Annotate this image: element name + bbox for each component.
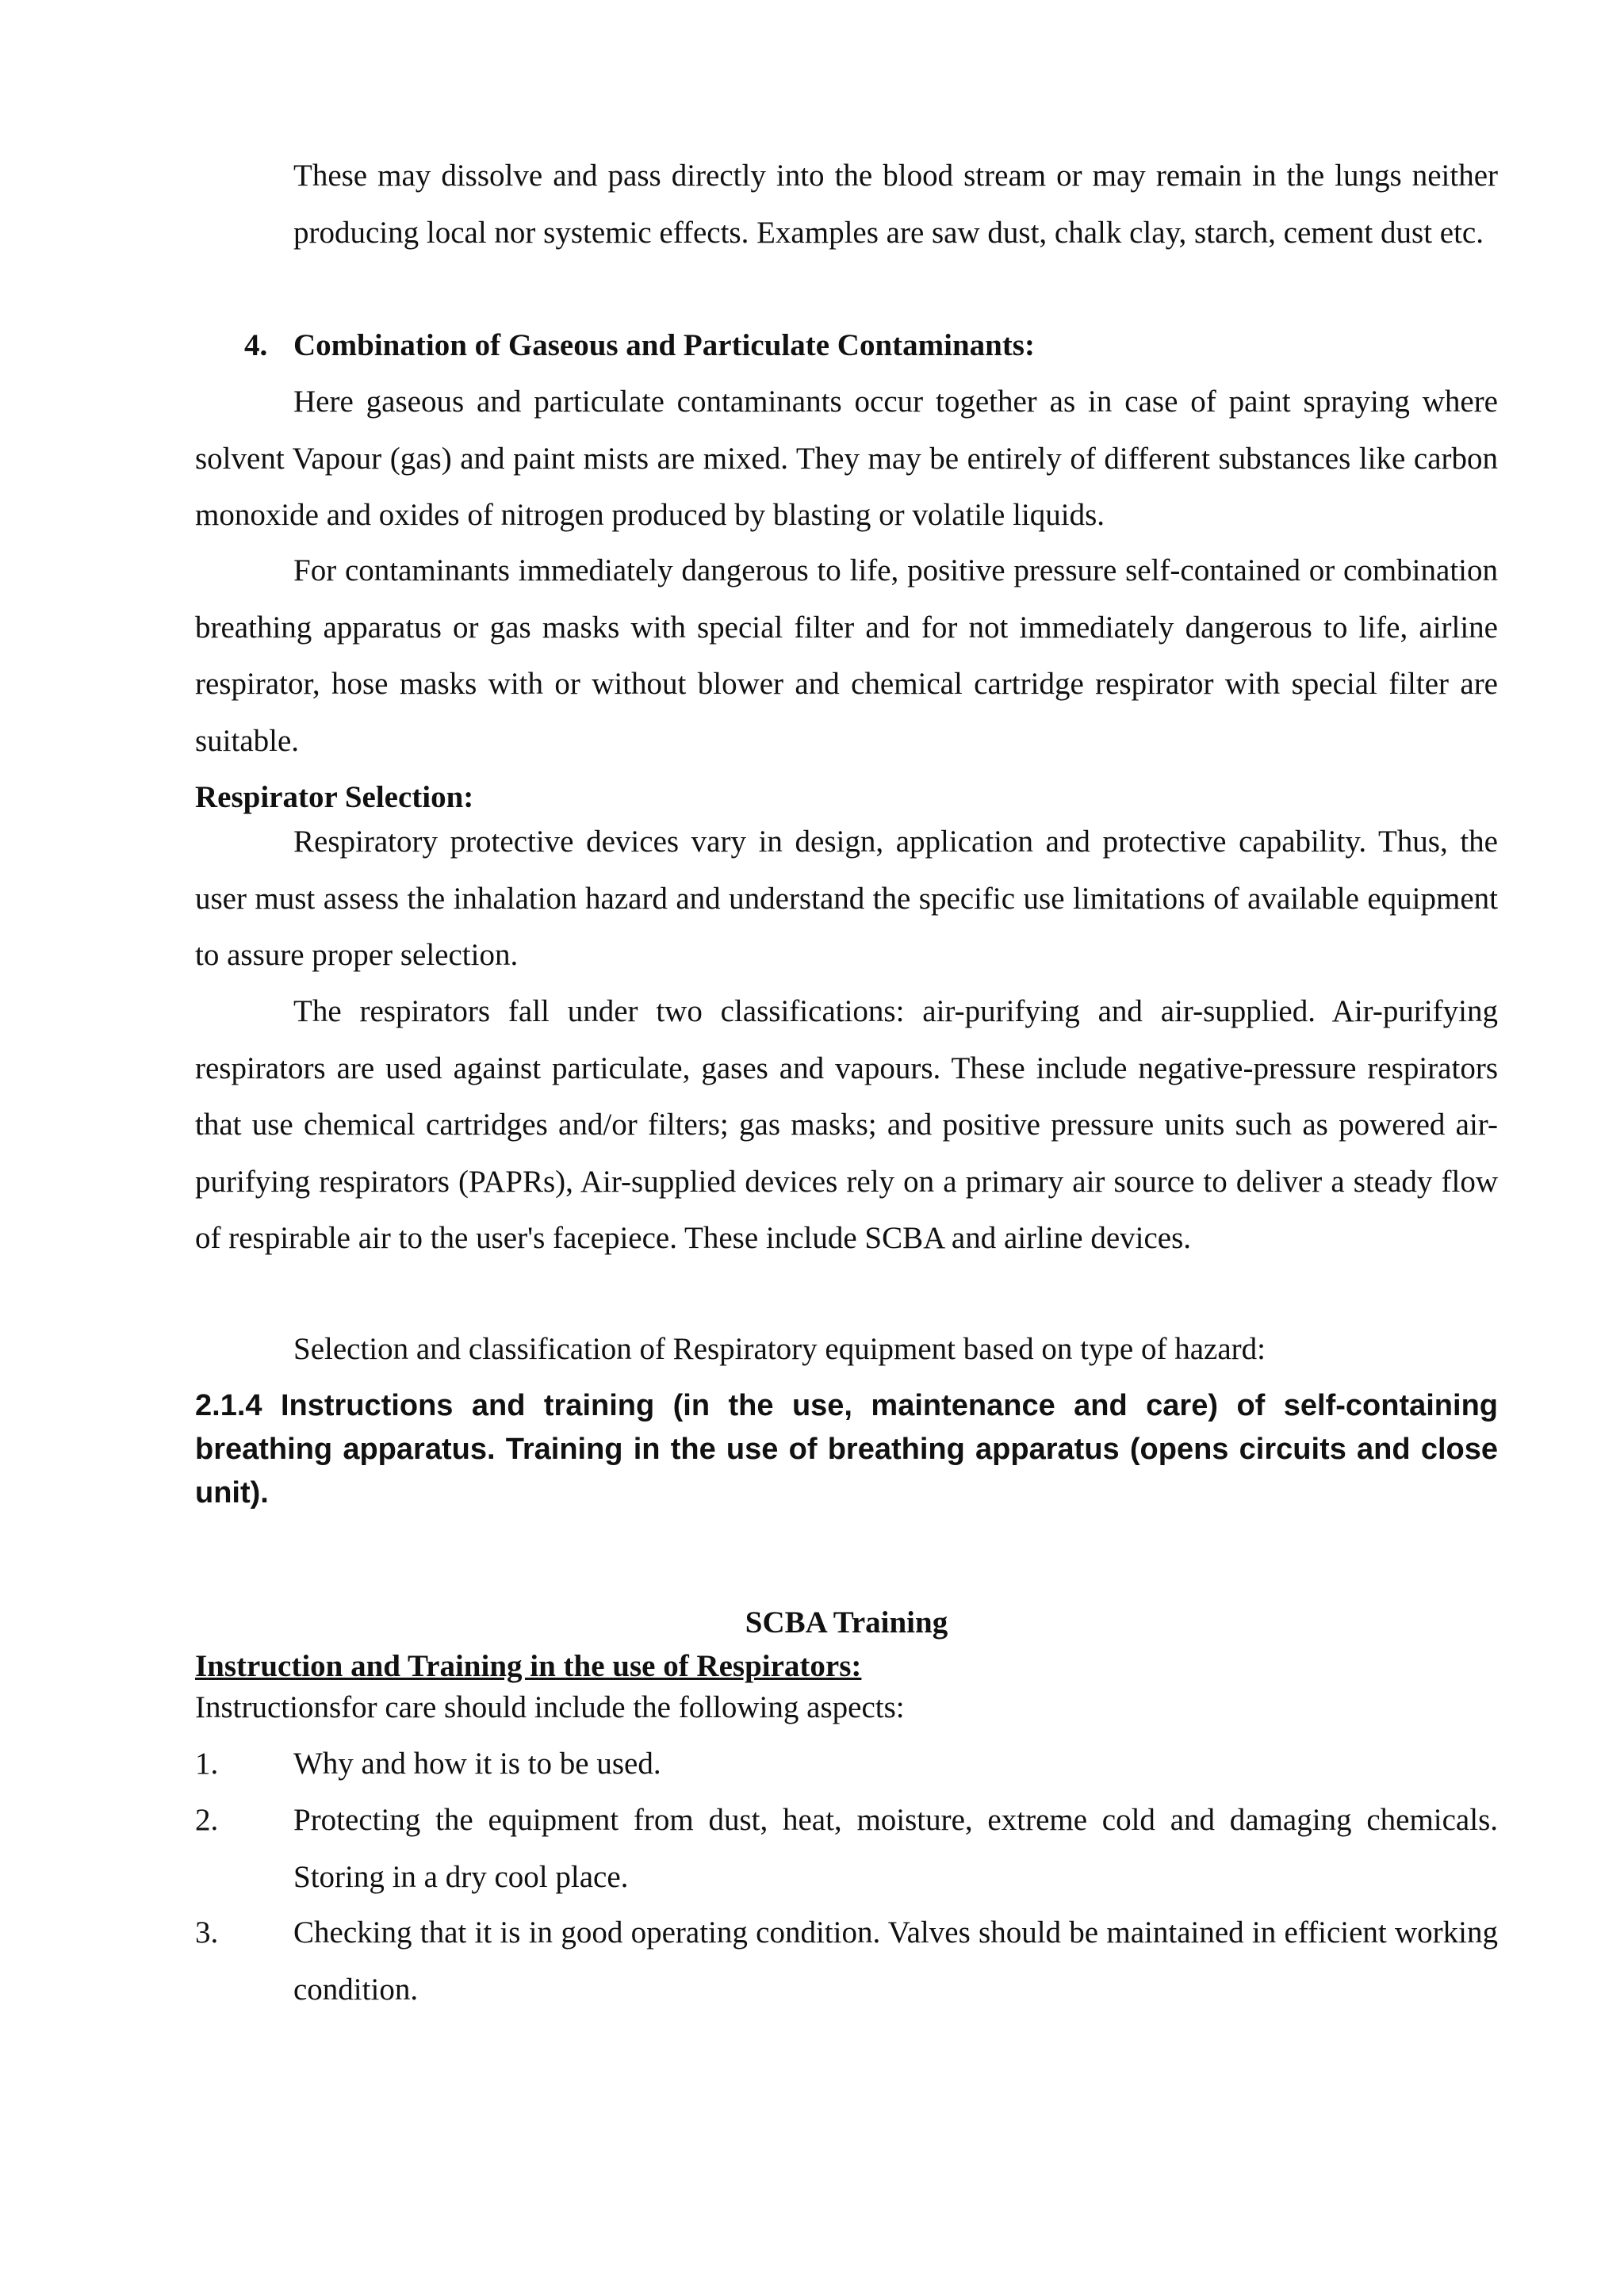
- list-item-number: 1.: [195, 1747, 219, 1781]
- list-item-text: Protecting the equipment from dust, heat, moisture, extreme cold and damaging chemicals. Storing in a dry cool place.: [293, 1803, 1498, 1894]
- paragraph-dust-effects: These may dissolve and pass directly into the blood stream or may remain in the lungs neither producing local nor systemic effects. Examples are saw dust, chalk clay, starch, cement dust etc.: [293, 159, 1498, 250]
- instructions-intro: Instructionsfor care should include the following aspects:: [195, 1690, 905, 1724]
- paragraph-respirator-classifications: The respirators fall under two classifications: air-purifying and air-supplied. Air-purifying respirators are used against particulate, gases and vapours. These include negative-pressure respirators that use chemical cartridges and/or filters; gas masks; and positive pressure units such as powered air-purifying respirators (PAPRs), Air-supplied devices rely on a primary air source to deliver a steady flow of respirable air to the user's facepiece. These include SCBA and airline devices.: [195, 994, 1498, 1255]
- section-heading-2-1-4: 2.1.4 Instructions and training (in the use, maintenance and care) of self-containing breathing apparatus. Training in the use of breathing apparatus (opens circuits and close unit).: [195, 1389, 1498, 1510]
- scba-training-title: SCBA Training: [745, 1605, 948, 1640]
- list-item-text: Checking that it is in good operating condition. Valves should be maintained in efficient working condition.: [293, 1915, 1498, 2007]
- heading-number: 4.: [244, 328, 268, 362]
- list-item-text: Why and how it is to be used.: [293, 1747, 661, 1781]
- instruction-training-heading: Instruction and Training in the use of Respirators:: [195, 1649, 862, 1683]
- list-item-number: 3.: [195, 1915, 219, 1950]
- paragraph-selection-classification: Selection and classification of Respiratory equipment based on type of hazard:: [293, 1332, 1266, 1366]
- list-item-number: 2.: [195, 1803, 219, 1837]
- heading-respirator-selection: Respirator Selection:: [195, 780, 474, 814]
- paragraph-gaseous-particulate: Here gaseous and particulate contaminants occur together as in case of paint spraying where solvent Vapour (gas) and paint mists are mixed. They may be entirely of different substances like carbon monoxide and oxides of nitrogen produced by blasting or volatile liquids.: [195, 385, 1498, 532]
- paragraph-dangerous-contaminants: For contaminants immediately dangerous to life, positive pressure self-contained or combination breathing apparatus or gas masks with special filter and for not immediately dangerous to life, airline respirator, hose masks with or without blower and chemical cartridge respirator with special filter are suitable.: [195, 553, 1498, 758]
- paragraph-respiratory-devices: Respiratory protective devices vary in design, application and protective capability. Thus, the user must assess the inhalation hazard and understand the specific use limitations of available equipment to assure proper selection.: [195, 825, 1498, 972]
- heading-combination-contaminants: [244, 317, 1498, 374]
- heading-text: Combination of Gaseous and Particulate Contaminants:: [293, 328, 1035, 362]
